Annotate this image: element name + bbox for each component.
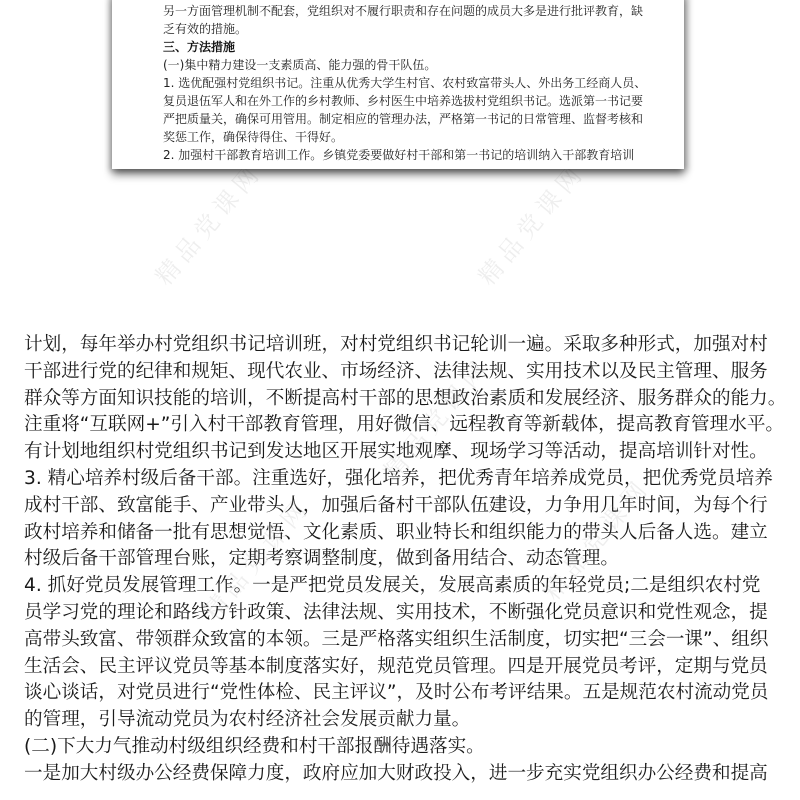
body-line: 群众等方面知识技能的培训，不断提高村干部的思想政治素质和发展经济、服务群众的能力。: [24, 387, 787, 409]
page-preview-card: [112, 0, 684, 169]
watermark: 精品党课网: [197, 492, 316, 626]
body-line: 成村干部、致富能手、产业带头人，加强后备村干部队伍建设，力争用几年时间，为每个行: [24, 494, 768, 516]
body-line: 高带头致富、带领群众致富的本领。三是严格落实组织生活制度，切实把“三会一课”、组织: [24, 628, 769, 650]
preview-line: 奖惩工作，确保待得住、干得好。: [163, 130, 344, 144]
subsection-heading: (二)下大力气推动村级组织经费和村干部报酬待遇落实。: [24, 735, 485, 757]
body-line: 员学习党的理论和路线方针政策、法律法规、实用技术，不断强化党员意识和党性观念，提: [24, 601, 768, 623]
body-line: 4. 抓好党员发展管理工作。一是严把党员发展关，发展高素质的年轻党员;二是组织农村党: [24, 575, 761, 597]
subsection-heading: (一)集中精力建设一支素质高、能力强的骨干队伍。: [163, 58, 437, 72]
body-line: 干部进行党的纪律和规矩、现代农业、市场经济、法律法规、实用技术以及民主管理、服务: [24, 360, 768, 382]
preview-line: 2. 加强村干部教育培训工作。乡镇党委要做好村干部和第一书记的培训纳入干部教育培训: [163, 148, 635, 162]
body-line: 生活会、民主评议党员等基本制度落实好，规范党员管理。四是开展党员考评，定期与党员: [24, 655, 768, 677]
body-line: 政村培养和储备一批有思想觉悟、文化素质、职业特长和组织能力的带头人后备人选。建立: [24, 521, 768, 543]
body-line: 3. 精心培养村级后备干部。注重选好，强化培养，把优秀青年培养成党员，把优秀党员培养: [24, 467, 773, 489]
body-line: 的管理，引导流动党员为农村经济社会发展贡献力量。: [24, 709, 471, 731]
body-line: 有计划地组织村党组织书记到发达地区开展实地观摩、现场学习等活动，提高培训针对性。: [24, 441, 768, 463]
body-line: 计划，每年举办村党组织书记培训班，对村党组织书记轮训一遍。采取多种形式，加强对村: [24, 334, 768, 355]
watermark: 精品党课网: [149, 157, 268, 291]
section-heading: 三、方法措施: [163, 40, 236, 54]
body-line: 一是加大村级办公经费保障力度，政府应加大财政投入，进一步充实党组织办公经费和提高: [24, 762, 768, 784]
preview-line: 乏有效的措施。: [163, 22, 248, 36]
preview-line: 严把质量关，确保可用管用。制定相应的管理办法，严格第一书记的日常管理、监督考核和: [163, 112, 644, 126]
watermark: 精品党课网: [537, 472, 656, 606]
body-line: 村级后备干部管理台账，定期考察调整制度，做到备用结合、动态管理。: [24, 548, 620, 570]
preview-line: 复员退伍军人和在外工作的乡村教师、乡村医生中培养选拔村党组织书记。选派第一书记要: [163, 94, 644, 108]
document-body: [24, 332, 787, 788]
body-line: 谈心谈话，对党员进行“党性体检、民主评议”，及时公布考评结果。五是规范农村流动党员: [24, 682, 769, 704]
preview-text: [163, 0, 647, 164]
preview-line: 1. 选优配强村党组织书记。注重从优秀大学生村官、农村致富带头人、外出务工经商人员、: [163, 76, 647, 90]
preview-line: 另一方面管理机制不配套，党组织对不履行职责和存在问题的成员大多是进行批评教育，缺: [163, 4, 644, 18]
watermark: 精品党课网: [472, 157, 591, 291]
body-line: 注重将“互联网+”引入村干部教育管理，用好微信、远程教育等新载体，提高教育管理水平。: [24, 414, 785, 436]
watermark: 精品党课网: [377, 352, 496, 486]
